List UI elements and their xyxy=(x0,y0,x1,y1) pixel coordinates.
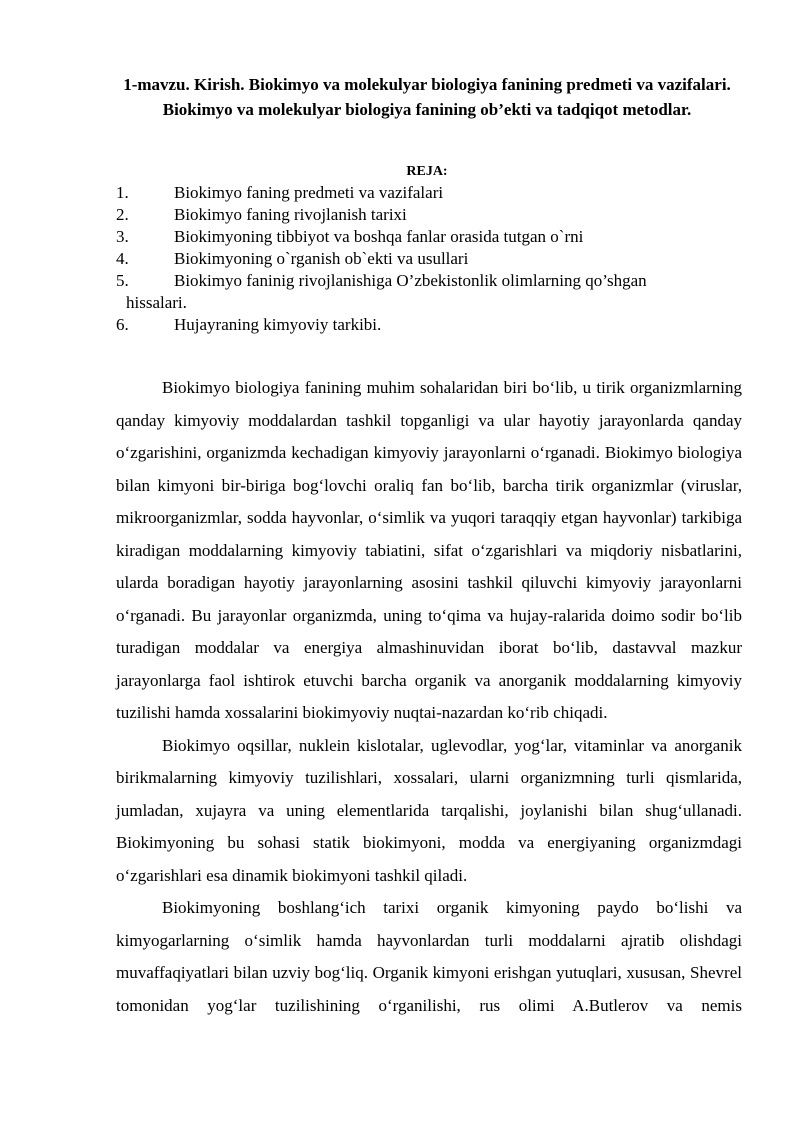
plan-item xyxy=(116,204,746,226)
body-text xyxy=(116,372,742,1022)
plan-item xyxy=(116,270,746,314)
plan-item xyxy=(116,248,746,270)
plan-item-number: 1. xyxy=(116,183,129,202)
plan-item xyxy=(116,314,746,336)
paragraph: Biokimyo biologiya fanining muhim sohalaridan biri bo‘lib, u tirik organizmlarning qanday kimyoviy moddalardan tashkil topganligi va ular hayotiy jarayonlarda qanday o‘zgarishini, organizmda kechadigan kimyoviy jarayonlarni o‘rganadi. Biokimyo biologiya bilan kimyoni bir-biriga bog‘lovchi oraliq fan bo‘lib, barcha tirik organizmlar (viruslar, mikroorganizmlar, sodda hayvonlar, o‘simlik va yuqori taraqqiy etgan hayvonlar) tarkibiga kiradigan moddalarning kimyoviy tabiatini, sifat o‘zgarishlari va miqdoriy nisbatlarini, ularda boradigan hayotiy jarayonlarning asosini tashkil qiluvchi kimyoviy jarayonlarni o‘rganadi. Bu jarayonlar organizmda, uning to‘qima va hujay-ralarida doimo sodir bo‘lib turadigan moddalar va energiya almashinuvidan iborat bo‘lib, dastavval mazkur jarayonlarga faol ishtirok etuvchi barcha organik va anorganik moddalarning kimyoviy tuzilishi hamda xossalarini biokimyoviy nuqtai-nazardan ko‘rib chiqadi. xyxy=(116,378,742,722)
plan-item-text: Biokimyo faninig rivojlanishiga O’zbekistonlik olimlarning qo’shgan xyxy=(174,271,647,290)
plan-item-number: 5. xyxy=(116,271,129,290)
plan-list xyxy=(116,182,746,336)
plan-item-text: Biokimyo faning rivojlanish tarixi xyxy=(174,205,407,224)
paragraph: Biokimyoning boshlang‘ich tarixi organik kimyoning paydo bo‘lishi va kimyogarlarning o‘simlik hamda hayvonlardan turli moddalarni ajratib olishdagi muvaffaqiyatlari bilan uzviy bog‘liq. Organik kimyoni erishgan yutuqlari, xususan, Shevrel tomonidan yog‘lar tuzilishining o‘rganilishi, rus olimi A.Butlerov va nemis xyxy=(116,898,742,1015)
plan-item-number: 2. xyxy=(116,205,129,224)
plan-item-number: 3. xyxy=(116,227,129,246)
plan-item-text: Hujayraning kimyoviy tarkibi. xyxy=(174,315,382,334)
plan-item-number: 6. xyxy=(116,315,129,334)
plan-item xyxy=(116,226,746,248)
title-prefix: 1-mavzu. Kirish xyxy=(123,75,241,94)
plan-heading: REJA: xyxy=(406,164,448,179)
plan-item-text: Biokimyoning o`rganish ob`ekti va usullari xyxy=(174,249,469,268)
plan-item-continuation: hissalari. xyxy=(126,293,187,312)
title-main: . Biokimyo va molekulyar biologiya fanining predmeti va vazifalari. Biokimyo va molekulyar biologiya fanining ob’ekti va tadqiqot metodlar. xyxy=(162,75,731,119)
plan-item-text: Biokimyo faning predmeti va vazifalari xyxy=(174,183,444,202)
plan-item xyxy=(116,182,746,204)
paragraph: Biokimyo oqsillar, nuklein kislotalar, uglevodlar, yog‘lar, vitaminlar va anorganik birikmalarning kimyoviy tuzilishlari, xossalari, ularni organizmning turli qismlarida, jumladan, xujayra va uning elementlarida tarqalishi, joylanishi bilan shug‘ullanadi. Biokimyoning bu sohasi statik biokimyoni, modda va energiyaning organizmdagi o‘zgarishlari esa dinamik biokimyoni tashkil qiladi. xyxy=(116,735,742,885)
page-title xyxy=(112,72,742,122)
plan-item-text: Biokimyoning tibbiyot va boshqa fanlar orasida tutgan o`rni xyxy=(174,227,584,246)
plan-item-number: 4. xyxy=(116,249,129,268)
